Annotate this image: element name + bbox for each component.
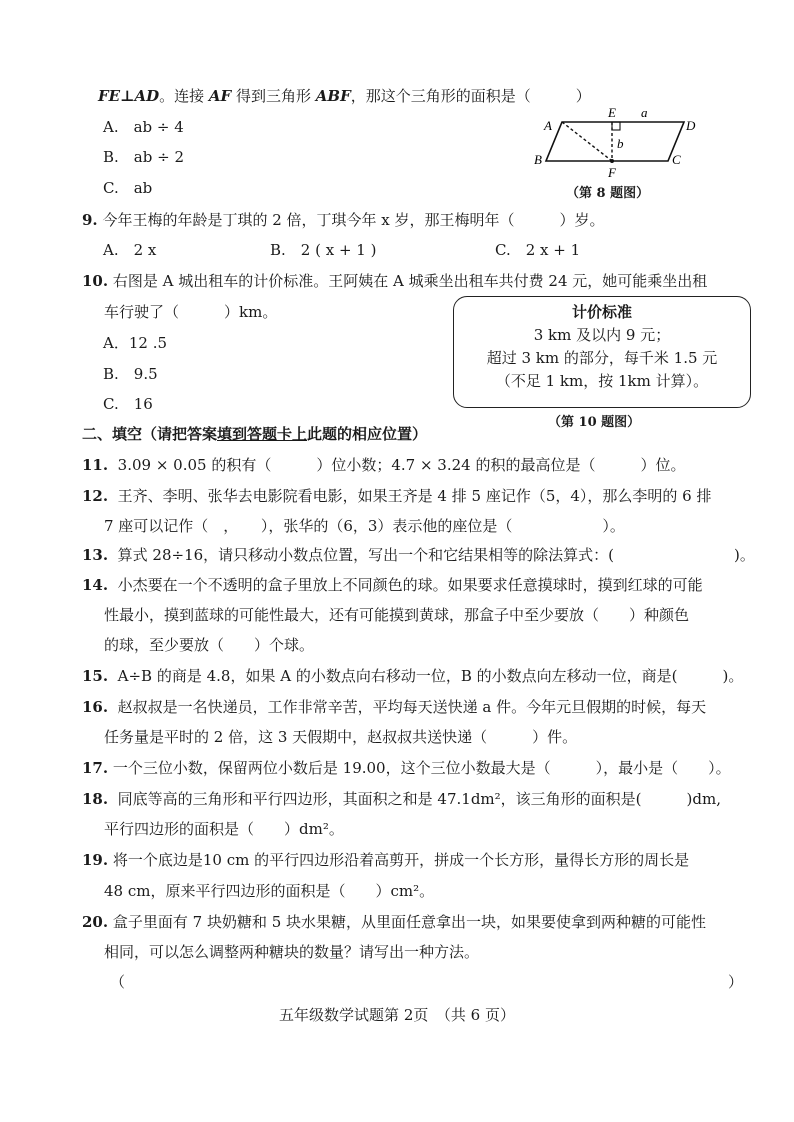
q9-option-a: A. 2 x — [103, 241, 157, 259]
q10-figure-caption: （第 10 题图） — [548, 415, 641, 430]
q20-answer-open-paren: （ — [110, 973, 126, 991]
q8-parallelogram-figure — [530, 100, 710, 180]
point-f — [610, 159, 614, 163]
q12-number: 12. — [82, 487, 109, 505]
q11 — [82, 455, 685, 475]
q8-option-c: C. ab — [103, 179, 153, 197]
q20-text1: 盒子里面有 7 块奶糖和 5 块水果糖，从里面任意拿出一块，如果要使拿到两种糖的可能性 — [112, 913, 707, 931]
q12-text1: 王齐、李明、张华去电影院看电影，如果王齐是 4 排 5 座记作（5，4），那么李明的 6 排 — [117, 487, 712, 505]
parallelogram-shape — [546, 122, 684, 161]
q19-number: 19. — [82, 851, 109, 869]
q17-text: 一个三位小数，保留两位小数后是 19.00，这个三位小数最大是（ ），最小是（ ）。 — [112, 759, 731, 777]
q19-line1 — [82, 850, 689, 870]
q16-number: 16. — [82, 698, 109, 716]
q10-stem-line2: 车行驶了（ ）km。 — [104, 303, 278, 321]
price-box-title: 计价标准 — [571, 303, 632, 321]
section-2-underlined: 填到答题卡上 — [217, 425, 308, 443]
section-2-heading — [82, 424, 427, 444]
label-b-height: b — [617, 136, 624, 151]
q15-number: 15. — [82, 667, 109, 685]
q10-option-b: B. 9.5 — [103, 365, 158, 383]
q8-stem-part: 。连接 — [159, 87, 209, 105]
q19-line2: 48 cm，原来平行四边形的面积是（ ）cm²。 — [104, 882, 435, 900]
q13-text: 算式 28÷16，请只移动小数点位置，写出一个和它结果相等的除法算式：( )。 — [117, 546, 755, 564]
q12-line2: 7 座可以记作（ ， ），张华的（6，3）表示他的座位是（ ）。 — [104, 517, 625, 535]
page-footer: 五年级数学试题第 2页 （共 6 页） — [279, 1006, 515, 1024]
section-2-pre: 二、填空（请把答案 — [82, 425, 218, 443]
q16-line1 — [82, 697, 706, 717]
q18-text1: 同底等高的三角形和平行四边形，其面积之和是 47.1dm²，该三角形的面积是( )dm, — [117, 790, 721, 808]
label-a-side: a — [641, 105, 648, 120]
q20-line1 — [82, 912, 706, 932]
q20-answer-close-paren: ） — [728, 973, 744, 991]
q17-number: 17. — [82, 759, 109, 777]
right-angle-mark — [612, 122, 620, 130]
q18-line1 — [82, 789, 721, 809]
q10-option-a: A．12 .5 — [103, 334, 167, 352]
q10-stem-line1 — [82, 271, 707, 291]
q8-stem-end: ，那这个三角形的面积是（ ） — [350, 87, 591, 105]
q8-stem — [98, 86, 591, 106]
q8-af: AF — [208, 87, 232, 105]
q12-line1 — [82, 486, 712, 506]
q8-option-b: B. ab ÷ 2 — [103, 148, 184, 166]
q15-text: A÷B 的商是 4.8，如果 A 的小数点向右移动一位，B 的小数点向左移动一位，商是( )。 — [117, 667, 744, 685]
q14-line2: 性最小，摸到蓝球的可能性最大，还有可能摸到黄球，那盒子中至少要放（ ）种颜色 — [104, 606, 690, 624]
taxi-price-box — [453, 296, 751, 408]
q14-line1 — [82, 575, 703, 595]
label-f: F — [608, 165, 616, 180]
price-box-rule3: （不足 1 km，按 1km 计算）。 — [495, 372, 709, 390]
q11-text: 3.09 × 0.05 的积有（ ）位小数；4.7 × 3.24 的积的最高位是（ ）位。 — [117, 456, 686, 474]
price-box-rule1: 3 km 及以内 9 元； — [533, 326, 671, 344]
q14-number: 14. — [82, 576, 109, 594]
q20-line2: 相同，可以怎么调整两种糖块的数量？请写出一种方法。 — [104, 943, 480, 961]
q11-number: 11. — [82, 456, 109, 474]
q9-stem — [82, 210, 605, 230]
q18-number: 18. — [82, 790, 109, 808]
q8-figure-caption: （第 8 题图） — [566, 186, 650, 201]
price-box-rule2: 超过 3 km 的部分，每千米 1.5 元 — [486, 349, 718, 367]
q9-text: 今年王梅的年龄是丁琪的 2 倍，丁琪今年 x 岁，那王梅明年（ ）岁。 — [102, 211, 605, 229]
section-2-post: 此题的相应位置） — [307, 425, 428, 443]
q16-line2: 任务量是平时的 2 倍，这 3 天假期中，赵叔叔共送快递（ ）件。 — [104, 728, 578, 746]
q19-text1: 将一个底边是10 cm 的平行四边形沿着高剪开，拼成一个长方形，量得长方形的周长是 — [112, 851, 690, 869]
label-d: D — [686, 118, 696, 133]
q8-option-a: A. ab ÷ 4 — [103, 118, 184, 136]
q20-number: 20. — [82, 913, 109, 931]
q10-number: 10. — [82, 272, 109, 290]
label-a-vertex: A — [544, 118, 552, 133]
q13-number: 13. — [82, 546, 109, 564]
label-e: E — [608, 105, 616, 120]
q10-option-c: C. 16 — [103, 395, 153, 413]
q16-text1: 赵叔叔是一名快递员，工作非常辛苦，平均每天送快递 a 件。今年元旦假期的时候，每天 — [117, 698, 707, 716]
q9-option-b: B. 2 ( x + 1 ) — [270, 241, 377, 259]
q13 — [82, 545, 755, 565]
q14-text1: 小杰要在一个不透明的盒子里放上不同颜色的球。如果要求任意摸球时，摸到红球的可能 — [117, 576, 703, 594]
q15 — [82, 666, 743, 686]
q14-line3: 的球，至少要放（ ）个球。 — [104, 636, 315, 654]
q9-option-c: C. 2 x + 1 — [495, 241, 581, 259]
q10-text1: 右图是 A 城出租车的计价标准。王阿姨在 A 城乘坐出租车共付费 24 元，她可能乘坐出租 — [112, 272, 708, 290]
label-b-vertex: B — [534, 152, 542, 167]
q18-line2: 平行四边形的面积是（ ）dm²。 — [104, 820, 344, 838]
label-c: C — [672, 152, 681, 167]
q8-fe-ad: FE⊥AD — [98, 87, 160, 105]
q17 — [82, 758, 731, 778]
segment-af — [562, 122, 612, 161]
q9-number: 9. — [82, 211, 98, 229]
q8-stem-part2: 得到三角形 — [231, 87, 316, 105]
q8-abf: ABF — [315, 87, 351, 105]
